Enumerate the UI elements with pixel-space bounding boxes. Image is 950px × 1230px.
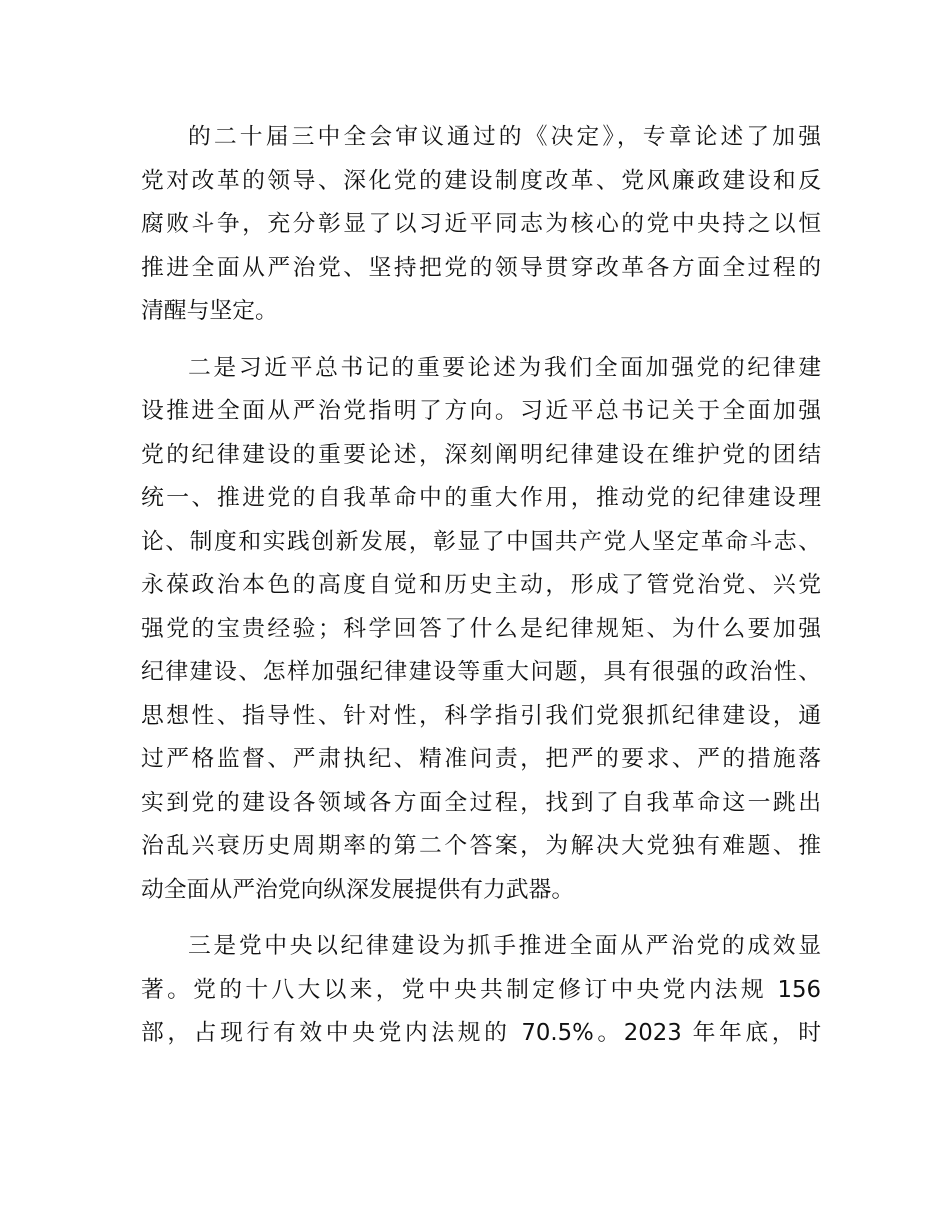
paragraph-3 — [141, 925, 821, 1056]
document-body — [141, 116, 821, 1069]
text-line: 治乱兴衰历史周期率的第二个答案，为解决大党独有难题、推 — [141, 833, 821, 859]
text-line: 二是习近平总书记的重要论述为我们全面加强党的纪律建 — [188, 354, 821, 381]
text-line: 实到党的建设各领域各方面全过程，找到了自我革命这一跳出 — [141, 789, 821, 816]
text-line: 党对改革的领导、深化党的建设制度改革、党风廉政建设和反 — [141, 167, 821, 194]
text-line: 党的纪律建设的重要论述，深刻阐明纪律建设在维护党的团结 — [141, 441, 821, 468]
paragraph-2 — [141, 347, 821, 913]
text-line: 统一、推进党的自我革命中的重大作用，推动党的纪律建设理 — [141, 485, 821, 511]
text-line: 设推进全面从严治党指明了方向。习近平总书记关于全面加强 — [141, 398, 821, 424]
text-line: 的二十届三中全会审议通过的《决定》，专章论述了加强 — [188, 124, 821, 150]
paragraph-1 — [141, 116, 821, 334]
text-line: 思想性、指导性、针对性，科学指引我们党狠抓纪律建设，通 — [141, 702, 821, 729]
text-line: 动全面从严治党向纵深发展提供有力武器。 — [141, 876, 575, 903]
text-line: 部，占现行有效中央党内法规的 70.5%。2023 年年底，时 — [141, 1020, 821, 1046]
text-line: 论、制度和实践创新发展，彰显了中国共产党人坚定革命斗志、 — [141, 528, 821, 555]
text-line: 强党的宝贵经验；科学回答了什么是纪律规矩、为什么要加强 — [141, 615, 821, 642]
text-line: 三是党中央以纪律建设为抓手推进全面从严治党的成效显 — [188, 933, 821, 959]
text-line: 腐败斗争，充分彰显了以习近平同志为核心的党中央持之以恒 — [141, 211, 821, 237]
text-line: 过严格监督、严肃执纪、精准问责，把严的要求、严的措施落 — [141, 746, 821, 772]
text-line: 纪律建设、怎样加强纪律建设等重大问题，具有很强的政治性、 — [141, 659, 821, 685]
text-line: 清醒与坚定。 — [141, 298, 278, 324]
text-line: 推进全面从严治党、坚持把党的领导贯穿改革各方面全过程的 — [141, 254, 821, 281]
text-line: 著。党的十八大以来，党中央共制定修订中央党内法规 156 — [141, 976, 821, 1003]
text-line: 永葆政治本色的高度自觉和历史主动，形成了管党治党、兴党 — [141, 572, 821, 598]
